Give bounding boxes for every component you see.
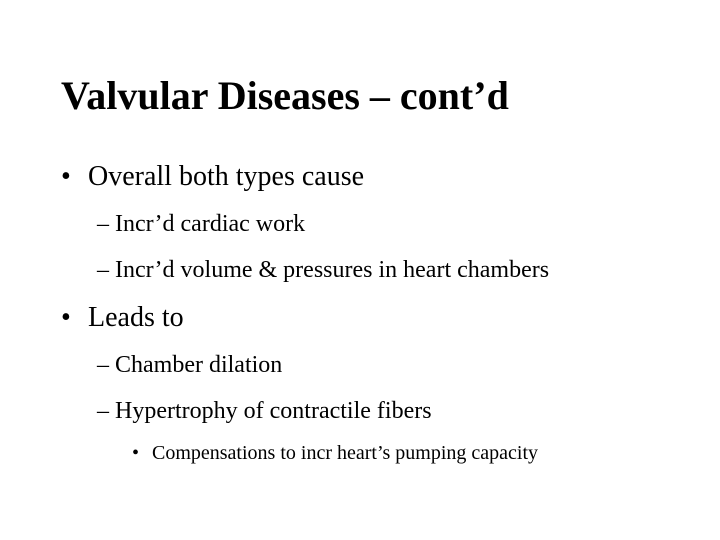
slide-title: Valvular Diseases – cont’d <box>61 73 509 118</box>
sub-sub-bullet-compensations <box>132 440 538 466</box>
bullet-text: Leads to <box>88 302 184 333</box>
sub-bullet-hypertrophy: – Hypertrophy of contractile fibers <box>97 398 432 424</box>
bullet-leads-to <box>61 301 184 335</box>
sub-bullet-cardiac-work: – Incr’d cardiac work <box>97 211 306 237</box>
bullet-marker: • <box>61 161 71 192</box>
bullet-overall <box>61 160 364 194</box>
sub-bullet-chamber-dilation: – Chamber dilation <box>97 352 283 378</box>
bullet-text: Overall both types cause <box>88 161 365 192</box>
bullet-text: Compensations to incr heart’s pumping capacity <box>152 442 539 464</box>
bullet-marker: • <box>132 442 140 464</box>
bullet-marker: • <box>61 302 71 333</box>
sub-bullet-volume-pressures: – Incr’d volume & pressures in heart chambers <box>97 257 550 283</box>
